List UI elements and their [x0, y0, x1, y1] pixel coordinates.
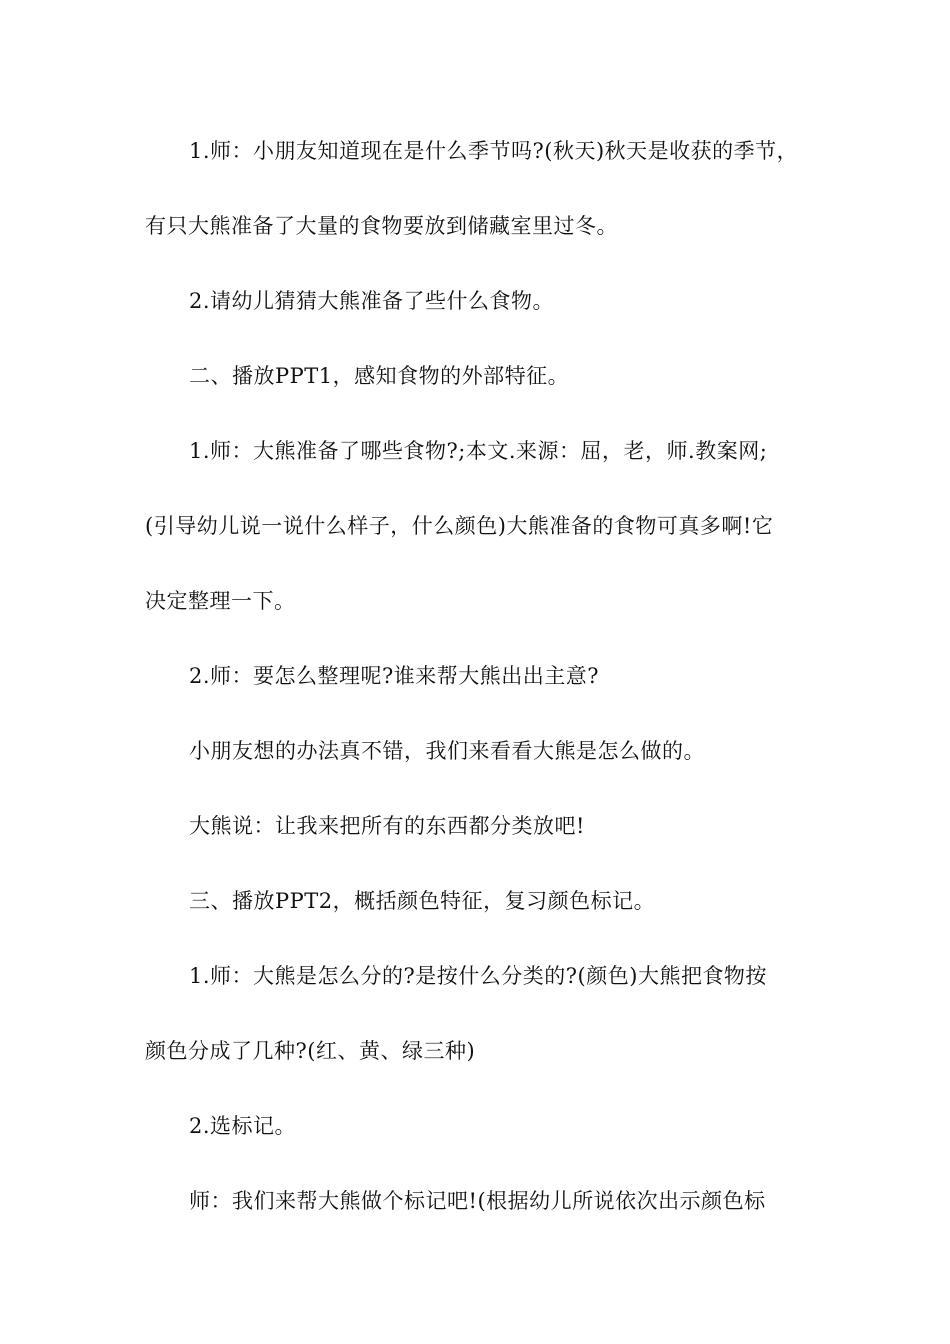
text-line: (引导幼儿说一说什么样子，什么颜色)大熊准备的食物可真多啊!它: [145, 514, 774, 538]
text-line: 2.师：要怎么整理呢?谁来帮大熊出出主意?: [189, 664, 600, 688]
text-line: 决定整理一下。: [145, 589, 296, 613]
text-line: 有只大熊准备了大量的食物要放到储藏室里过冬。: [145, 214, 618, 238]
section-heading: 三、播放PPT2，概括颜色特征，复习颜色标记。: [189, 889, 656, 913]
text-line: 师：我们来帮大熊做个标记吧!(根据幼儿所说依次出示颜色标: [189, 1189, 766, 1213]
text-line: 大熊说：让我来把所有的东西都分类放吧!: [189, 814, 585, 838]
text-line: 1.师：大熊是怎么分的?是按什么分类的?(颜色)大熊把食物按: [189, 964, 767, 988]
text-line: 1.师：小朋友知道现在是什么季节吗?(秋天)秋天是收获的季节，: [189, 139, 799, 163]
section-heading: 二、播放PPT1，感知食物的外部特征。: [189, 364, 570, 388]
text-line: 2.请幼儿猜猜大熊准备了些什么食物。: [189, 289, 555, 313]
text-line: 小朋友想的办法真不错，我们来看看大熊是怎么做的。: [189, 739, 705, 763]
text-line: 1.师：大熊准备了哪些食物?;本文.来源：屈，老，师.教案网;: [189, 439, 768, 463]
text-line: 颜色分成了几种?(红、黄、绿三种): [145, 1039, 476, 1063]
text-line: 2.选标记。: [189, 1114, 297, 1138]
